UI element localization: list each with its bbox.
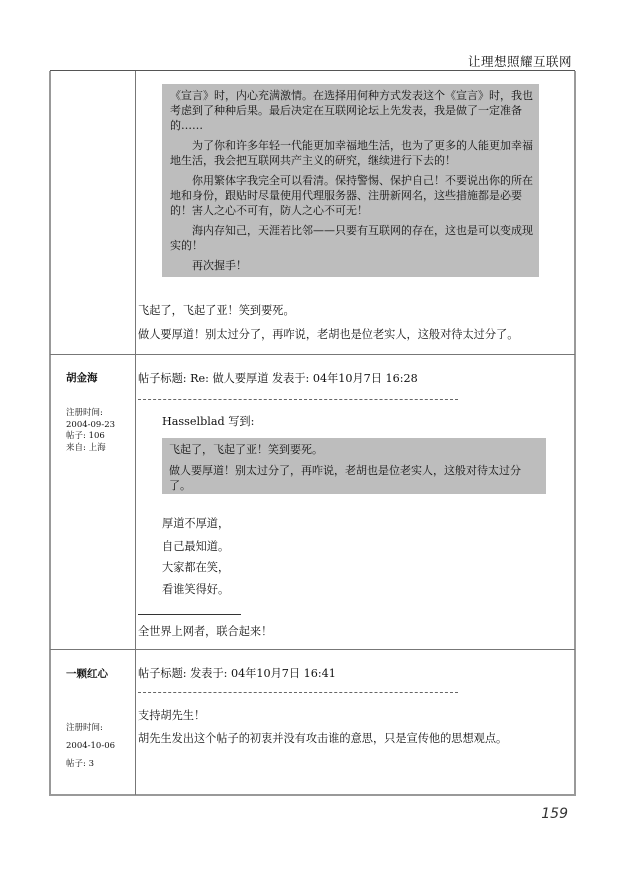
poem-line: 自己最知道。: [162, 540, 230, 553]
row-divider-1: [50, 354, 575, 355]
signature: 全世界上网者，联合起来！: [138, 625, 273, 638]
user-location: 来自: 上海: [66, 442, 106, 453]
poem-line: 大家都在笑，: [162, 561, 230, 574]
column-divider: [135, 71, 136, 795]
reg-date: 2004-10-06: [66, 741, 116, 751]
quote-author: Hasselblad 写到:: [162, 415, 255, 428]
post3-line: 胡先生发出这个帖子的初衷并没有攻击谁的意思，只是宣传他的思想观点。: [138, 732, 508, 745]
username[interactable]: 一颗红心: [66, 668, 108, 680]
reg-date: 2004-09-23: [66, 419, 116, 430]
row-divider-2: [50, 649, 575, 650]
quote-box-post1: [162, 84, 539, 277]
post1-line: 飞起了，飞起了亚！笑到要死。: [138, 304, 295, 317]
post3-line: 支持胡先生！: [138, 709, 206, 722]
dashed-separator: [138, 399, 458, 400]
quote-paragraph: 飞起了，飞起了亚！笑到要死。: [169, 443, 323, 456]
quote-paragraph: 再次握手！: [192, 259, 247, 272]
post-title-line: 帖子标题: Re: 做人要厚道 发表于: 04年10月7日 16:28: [138, 372, 418, 385]
username[interactable]: 胡金海: [66, 372, 98, 384]
user-meta: [66, 408, 115, 454]
post-title-line: 帖子标题: 发表于: 04年10月7日 16:41: [138, 667, 336, 680]
running-header-title: 让理想照耀互联网: [467, 54, 572, 69]
quote-paragraph: 为了你和许多年轻一代能更加幸福地生活，也为了更多的人能更加幸福地生活，我会把互联网共产主义的研究，继续进行下去的！: [170, 139, 533, 167]
poem-line: 厚道不厚道，: [162, 517, 230, 530]
post-count: 帖子: 3: [66, 759, 94, 769]
quote-box-post2: [162, 438, 546, 494]
user-meta: [66, 719, 115, 773]
reg-label: 注册时间:: [66, 408, 103, 418]
quote-paragraph: 《宣言》时，内心充满激情。在选择用何种方式发表这个《宣言》时，我也考虑到了种种后果。最后决定在互联网论坛上先发表，我是做了一定准备的……: [170, 89, 533, 132]
reg-label: 注册时间:: [66, 723, 103, 733]
post1-line: 做人要厚道！别太过分了，再咋说，老胡也是位老实人，这般对待太过分了。: [138, 328, 519, 341]
page-number: 159: [541, 806, 568, 822]
quote-paragraph: 你用繁体字我完全可以看清。保持警惕、保护自己！不要说出你的所在地和身份，跟贴时尽量使用代理服务器、注册新网名，这些措施都是必要的！害人之心不可有，防人之心不可无！: [170, 174, 533, 217]
dashed-separator: [138, 692, 458, 693]
quote-paragraph: 海内存知己，天涯若比邻——只要有互联网的存在，这也是可以变成现实的！: [170, 224, 533, 252]
poem-line: 看谁笑得好。: [162, 583, 230, 596]
signature-rule: [138, 614, 241, 615]
post-count: 帖子: 106: [66, 431, 105, 441]
quote-paragraph: 做人要厚道！别太过分了，再咋说，老胡也是位老实人，这般对待太过分了。: [169, 464, 521, 492]
